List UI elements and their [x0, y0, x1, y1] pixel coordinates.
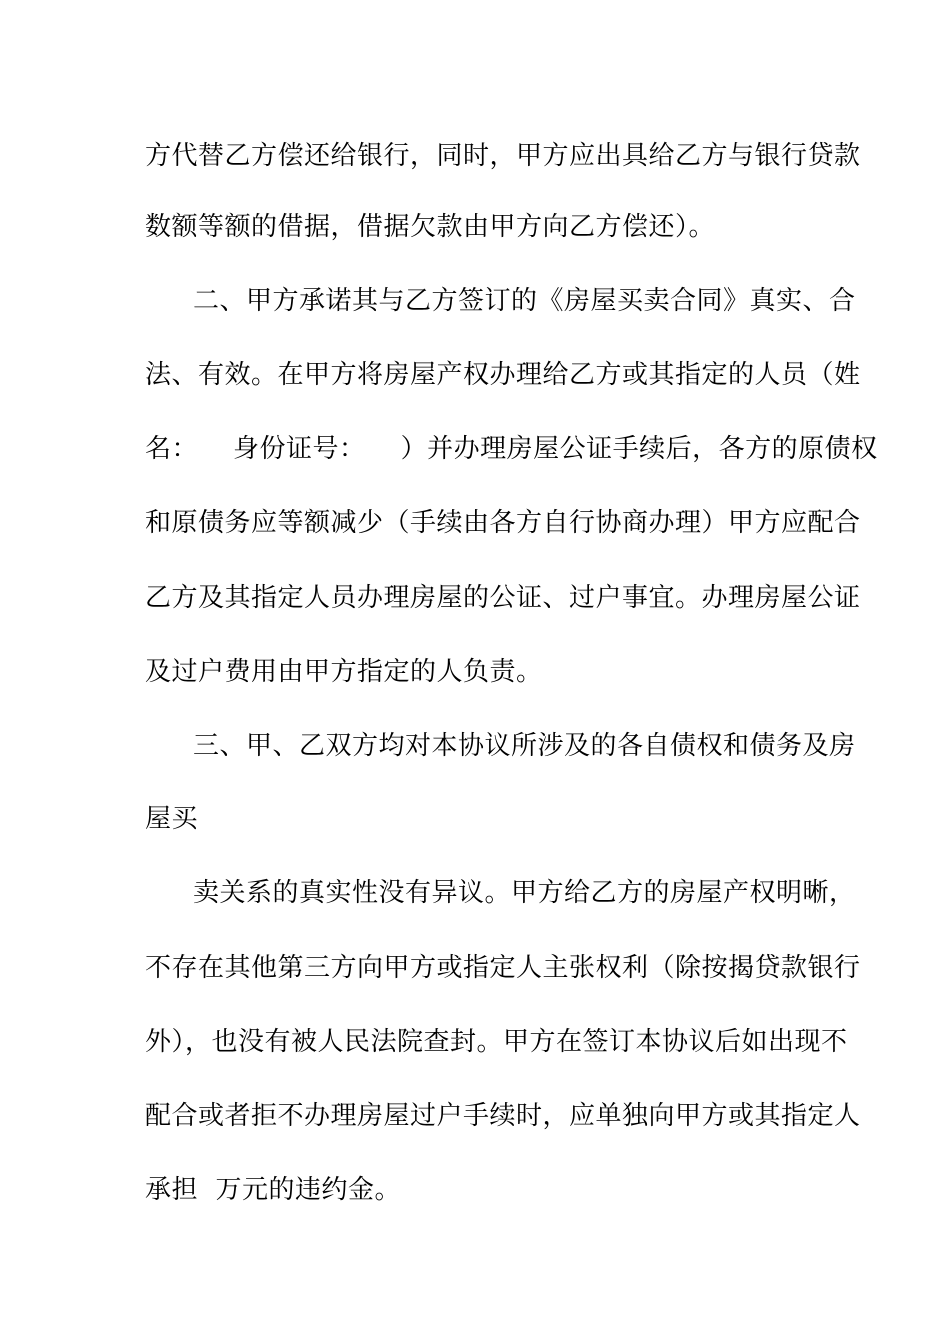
text-line: 数额等额的借据，借据欠款由甲方向乙方偿还）。 — [145, 212, 716, 242]
paragraph-start-line: 三、甲、乙双方均对本协议所涉及的各自债权和债务及房 — [193, 731, 856, 761]
paragraph-start-line: 卖关系的真实性没有异议。甲方给乙方的房屋产权明晰， — [193, 878, 856, 908]
text-line: 屋买 — [145, 804, 199, 834]
text-line: 及过户费用由甲方指定的人负责。 — [145, 657, 543, 687]
text-line: 名： 身份证号： ）并办理房屋公证手续后，各方的原债权 — [145, 434, 878, 464]
text-line: 配合或者拒不办理房屋过户手续时，应单独向甲方或其指定人 — [145, 1101, 861, 1131]
text-line: 乙方及其指定人员办理房屋的公证、过户事宜。办理房屋公证 — [145, 583, 861, 613]
text-line: 和原债务应等额减少（手续由各方自行协商办理）甲方应配合 — [145, 508, 861, 538]
text-line: 外），也没有被人民法院查封。甲方在签订本协议后如出现不 — [145, 1027, 848, 1057]
text-line: 方代替乙方偿还给银行，同时，甲方应出具给乙方与银行贷款 — [145, 141, 861, 171]
text-line: 法、有效。在甲方将房屋产权办理给乙方或其指定的人员（姓 — [145, 360, 861, 390]
text-line: 承担 万元的违约金。 — [145, 1175, 402, 1205]
paragraph-start-line: 二、甲方承诺其与乙方签订的《房屋买卖合同》真实、合 — [193, 286, 856, 316]
text-line: 不存在其他第三方向甲方或指定人主张权利（除按揭贷款银行 — [145, 953, 861, 983]
